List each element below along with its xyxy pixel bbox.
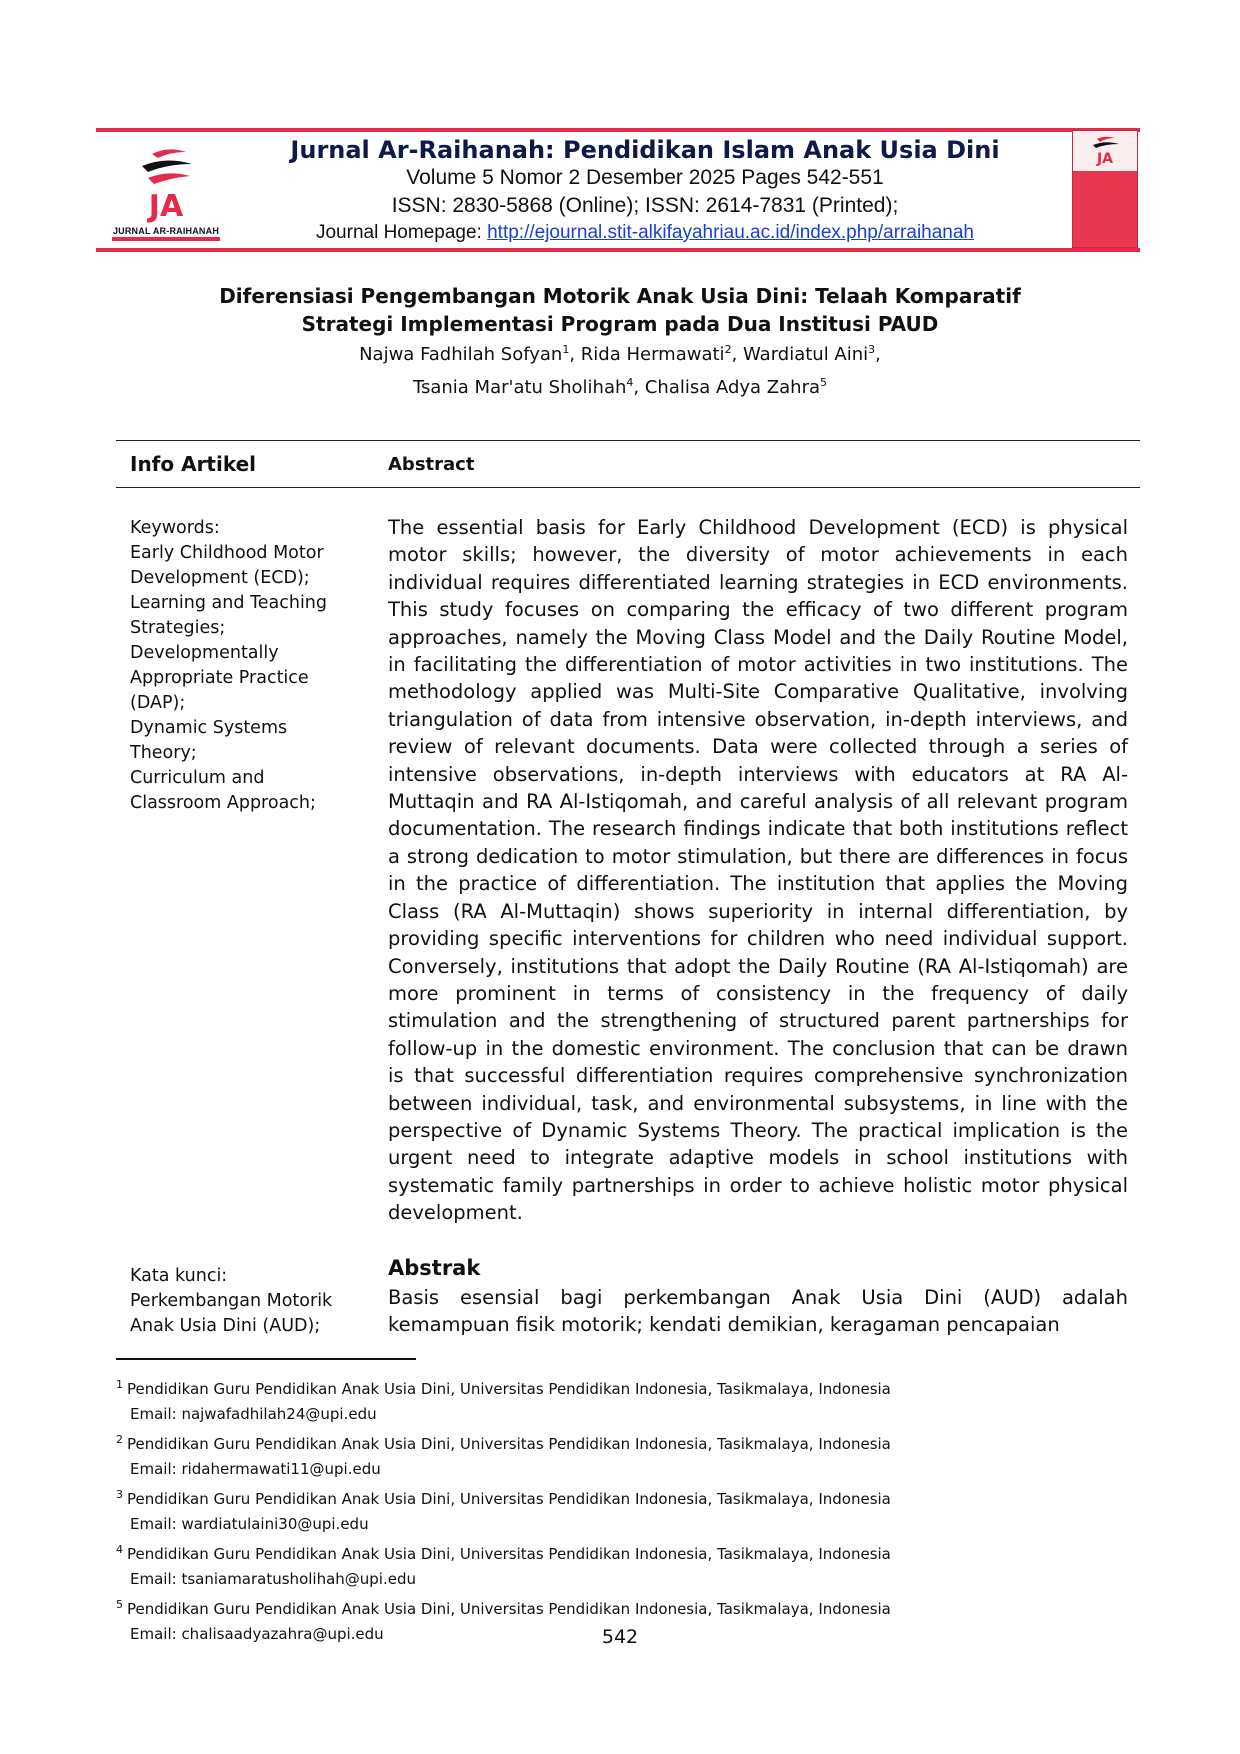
footnote-item [116,1427,1076,1482]
volume-line: Volume 5 Nomor 2 Desember 2025 Pages 542-551 [406,166,884,189]
author-line1: Najwa Fadhilah Sofyan$^1$, Rida Hermawati$^2$, Wardiatul Aini$^3$, [359,343,881,365]
keyword-line: Dynamic Systems [130,718,288,738]
footnote-item [116,1537,1076,1592]
logo-underline [112,237,220,241]
keyword-line: Curriculum and [130,768,265,788]
abstrak-heading: Abstrak [388,1256,481,1280]
footnotes [116,1372,1076,1647]
issn-line: ISSN: 2830-5868 (Online); ISSN: 2614-7831 (Printed); [391,194,899,217]
footnote-number: 1 [116,1378,123,1391]
footnote-email: Email: tsaniamaratusholihah@upi.edu [130,1570,417,1588]
author-name: Wardiatul Aini [743,344,869,365]
keywords-label: Keywords: [130,518,220,538]
keyword-line: Developmentally [130,643,279,663]
paper-title-line2: Strategi Implementasi Program pada Dua Institusi PAUD [301,312,939,336]
journal-title: Jurnal Ar-Raihanah: Pendidikan Islam Anak Usia Dini [290,136,1000,164]
footnote-affiliation: Pendidikan Guru Pendidikan Anak Usia Dini, Universitas Pendidikan Indonesia, Tasikmalaya, Indonesia [127,1380,891,1398]
author-name: Najwa Fadhilah Sofyan [359,344,563,365]
page-number: 542 [601,1626,639,1648]
kata-kunci-label: Kata kunci: [130,1266,228,1286]
author-name: Tsania Mar'atu Sholihah [412,377,627,398]
info-artikel-heading: Info Artikel [130,452,257,476]
footnote-affiliation: Pendidikan Guru Pendidikan Anak Usia Dini, Universitas Pendidikan Indonesia, Tasikmalaya, Indonesia [127,1545,891,1563]
footnote-rule [116,1358,416,1360]
footnote-email: Email: chalisaadyazahra@upi.edu [130,1625,384,1643]
footnote-email: Email: wardiatulaini30@upi.edu [130,1515,369,1533]
footnote-email: Email: najwafadhilah24@upi.edu [130,1405,377,1423]
footnote-affiliation: Pendidikan Guru Pendidikan Anak Usia Dini, Universitas Pendidikan Indonesia, Tasikmalaya, Indonesia [127,1490,891,1508]
homepage-label: Journal Homepage: [315,222,488,243]
keyword-line: Early Childhood Motor [130,543,324,563]
abstract-text: The essential basis for Early Childhood Development (ECD) is physical motor skills; however, the diversity of motor achievements in each individual requires differentiated learning strategies in ECD environments. This study focuses on comparing the efficacy of two different program approaches, namely the Moving Class Model and the Daily Routine Model, in facilitating the differentiation of motor activities in two institutions. The methodology applied was Multi-Site Comparative Qualitative, involving triangulation of data from intensive observation, in-depth interviews, and review of relevant documents. Data were collected through a series of intensive observations, in-depth interviews with educators at RA Al-Muttaqin and RA Al-Istiqomah, and careful analysis of all relevant program documentation. The research findings indicate that both institutions reflect a strong dedication to motor stimulation, but there are differences in focus in the practice of differentiation. The institution that applies the Moving Class (RA Al-Muttaqin) shows superiority in internal differentiation, by providing specific interventions for children who need individual support. Conversely, institutions that adopt the Daily Routine (RA Al-Istiqomah) are more prominent in terms of consistency in the frequency of daily stimulation and the strengthening of structured parent partnerships for follow-up in the domestic environment. The conclusion that can be drawn is that successful differentiation requires comprehensive synchronization between individual, task, and environmental subsystems, in line with the perspective of Dynamic Systems Theory. The practical implication is the urgent need to integrate adaptive models in school institutions with systematic family partnerships in order to achieve holistic motor physical development. [388,516,1128,1225]
cover-logo-area [1073,131,1137,171]
author-sup: 4 [626,376,634,389]
author-sup: 3 [868,343,876,356]
keyword-line: Classroom Approach; [130,793,316,813]
footnote-affiliation: Pendidikan Guru Pendidikan Anak Usia Dini, Universitas Pendidikan Indonesia, Tasikmalaya, Indonesia [127,1435,891,1453]
author-sup: 2 [724,343,732,356]
abstract-heading: Abstract [388,454,475,475]
author-name: Chalisa Adya Zahra [644,377,821,398]
footnote-number: 5 [116,1598,123,1611]
paper-title-line1: Diferensiasi Pengembangan Motorik Anak Usia Dini: Telaah Komparatif [219,284,1021,308]
footnote-item [116,1482,1076,1537]
homepage-link[interactable]: http://ejournal.stit-alkifayahriau.ac.id/index.php/arraihanah [487,222,974,243]
keywords-list [130,541,360,816]
journal-cover-thumbnail [1072,130,1138,248]
footnote-number: 2 [116,1433,123,1446]
keyword-line: (DAP); [130,693,186,713]
author-sup: 1 [562,343,570,356]
footnote-email: Email: ridahermawati11@upi.edu [130,1460,381,1478]
table-top-rule [116,440,1140,441]
kata-kunci-line: Anak Usia Dini (AUD); [130,1316,321,1336]
svg-text:JA: JA [148,189,184,224]
abstrak-text: Basis esensial bagi perkembangan Anak Usia Dini (AUD) adalah kemampuan fisik motorik; kendati demikian, keragaman pencapaian [388,1286,1128,1337]
keyword-line: Strategies; [130,618,226,638]
kata-kunci-list [130,1289,360,1339]
keyword-line: Appropriate Practice [130,668,309,688]
keyword-line: Theory; [130,743,197,763]
logo-caption: JURNAL AR-RAIHANAH [112,226,220,236]
homepage-line [240,222,1050,244]
author-sup: 5 [820,376,828,389]
svg-text:JA: JA [1096,151,1114,167]
keyword-line: Learning and Teaching [130,593,328,613]
footnote-number: 4 [116,1543,123,1556]
header-bottom-rule [96,248,1140,252]
footnote-affiliation: Pendidikan Guru Pendidikan Anak Usia Dini, Universitas Pendidikan Indonesia, Tasikmalaya, Indonesia [127,1600,891,1618]
table-header-rule [116,487,1140,488]
header-top-rule [96,128,1140,132]
kata-kunci-line: Perkembangan Motorik [130,1291,333,1311]
paper-title [180,282,1060,338]
author-name: Rida Hermawati [580,344,725,365]
footnote-item [116,1372,1076,1427]
author-list [180,336,1060,402]
keyword-line: Development (ECD); [130,568,310,588]
footnote-number: 3 [116,1488,123,1501]
author-line2: Tsania Mar'atu Sholihah$^4$, Chalisa Adya Zahra$^5$ [412,376,828,398]
